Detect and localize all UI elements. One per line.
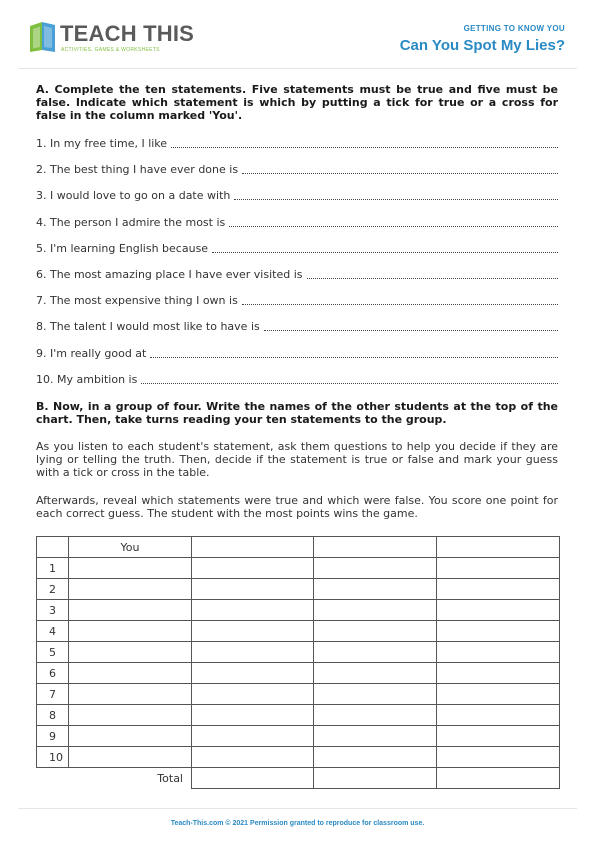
statement-line [36, 319, 558, 333]
answer-cell[interactable] [314, 684, 437, 705]
row-number: 4 [37, 621, 69, 642]
statement-line [36, 293, 558, 307]
statement-text: 1. In my free time, I like [36, 137, 168, 150]
header-divider [18, 68, 577, 69]
answer-dotted-line[interactable] [307, 277, 559, 279]
answer-cell[interactable] [192, 747, 314, 768]
chart-corner-cell [37, 537, 69, 558]
table-row [37, 600, 560, 621]
statement-text: 2. The best thing I have ever done is [36, 163, 239, 176]
answer-cell[interactable] [69, 579, 192, 600]
total-spacer [37, 768, 69, 789]
statement-line [36, 346, 558, 360]
answer-cell[interactable] [69, 558, 192, 579]
answer-cell[interactable] [314, 579, 437, 600]
statement-text: 8. The talent I would most like to have is [36, 320, 260, 333]
answer-cell[interactable] [314, 558, 437, 579]
answer-cell[interactable] [314, 726, 437, 747]
answer-dotted-line[interactable] [212, 251, 558, 253]
statement-text: 9. I'm really good at [36, 347, 147, 360]
answer-dotted-line[interactable] [242, 303, 558, 305]
section-a-instruction: A. Complete the ten statements. Five statements must be true and five must be false. Indicate which statement is which by putting a tick for true or a cross for false in the column marked 'You'. [36, 83, 558, 122]
answer-dotted-line[interactable] [264, 329, 558, 331]
total-cell[interactable] [437, 768, 560, 789]
table-row [37, 747, 560, 768]
row-number: 9 [37, 726, 69, 747]
answer-cell[interactable] [437, 558, 560, 579]
you-column-header: You [69, 537, 192, 558]
answer-cell[interactable] [437, 705, 560, 726]
section-b-paragraph-1: As you listen to each student's statement, ask them questions to help you decide if they are lying or telling the truth. Then, decide if the statement is true or false and mark your guess with a tick or cross in the table. [36, 440, 558, 479]
student-name-cell[interactable] [192, 537, 314, 558]
teach-this-logo [28, 20, 194, 60]
row-number: 3 [37, 600, 69, 621]
answer-cell[interactable] [437, 726, 560, 747]
answer-dotted-line[interactable] [242, 172, 558, 174]
logo-tagline: ACTIVITIES, GAMES & WORKSHEETS [61, 47, 160, 53]
answer-dotted-line[interactable] [234, 198, 558, 200]
table-row [37, 726, 560, 747]
row-number: 6 [37, 663, 69, 684]
table-row [37, 663, 560, 684]
answer-cell[interactable] [192, 558, 314, 579]
statement-line [36, 188, 558, 202]
table-row [37, 705, 560, 726]
answer-cell[interactable] [69, 663, 192, 684]
student-name-cell[interactable] [314, 537, 437, 558]
statement-line [36, 372, 558, 386]
table-row [37, 621, 560, 642]
answer-cell[interactable] [437, 621, 560, 642]
total-cell[interactable] [192, 768, 314, 789]
answer-cell[interactable] [437, 684, 560, 705]
answer-cell[interactable] [69, 705, 192, 726]
answer-cell[interactable] [192, 684, 314, 705]
worksheet-title: Can You Spot My Lies? [399, 37, 565, 54]
statement-text: 10. My ambition is [36, 373, 138, 386]
statement-text: 4. The person I admire the most is [36, 216, 226, 229]
footer-divider [18, 808, 577, 809]
table-row [37, 684, 560, 705]
answer-cell[interactable] [314, 663, 437, 684]
section-b-paragraph-2: Afterwards, reveal which statements were true and which were false. You score one point for each correct guess. The student with the most points wins the game. [36, 494, 558, 520]
answer-cell[interactable] [69, 621, 192, 642]
answer-cell[interactable] [437, 663, 560, 684]
chart-header-row [37, 537, 560, 558]
answer-cell[interactable] [69, 600, 192, 621]
statement-text: 6. The most amazing place I have ever visited is [36, 268, 303, 281]
total-label: Total [157, 771, 183, 785]
statement-line [36, 215, 558, 229]
statement-text: 5. I'm learning English because [36, 242, 209, 255]
total-row [37, 768, 560, 789]
answer-cell[interactable] [314, 747, 437, 768]
table-row [37, 558, 560, 579]
answer-cell[interactable] [192, 642, 314, 663]
answer-cell[interactable] [192, 579, 314, 600]
statement-line [36, 267, 558, 281]
answer-cell[interactable] [314, 705, 437, 726]
answer-cell[interactable] [192, 663, 314, 684]
row-number: 8 [37, 705, 69, 726]
answer-cell[interactable] [192, 726, 314, 747]
answer-cell[interactable] [314, 621, 437, 642]
answer-cell[interactable] [437, 600, 560, 621]
statement-line [36, 162, 558, 176]
row-number: 1 [37, 558, 69, 579]
answer-cell[interactable] [69, 747, 192, 768]
page-header [0, 0, 595, 68]
answer-cell[interactable] [437, 747, 560, 768]
logo-wordmark: TEACH THIS [60, 21, 194, 46]
student-name-cell[interactable] [437, 537, 560, 558]
answer-cell[interactable] [437, 579, 560, 600]
row-number: 2 [37, 579, 69, 600]
answer-dotted-line[interactable] [171, 146, 558, 148]
answer-cell[interactable] [314, 600, 437, 621]
total-cell[interactable] [314, 768, 437, 789]
answer-dotted-line[interactable] [150, 356, 558, 358]
answer-cell[interactable] [314, 642, 437, 663]
answer-cell[interactable] [69, 726, 192, 747]
answer-cell[interactable] [69, 684, 192, 705]
statement-line [36, 241, 558, 255]
row-number: 7 [37, 684, 69, 705]
statement-line [36, 136, 558, 150]
table-row [37, 642, 560, 663]
worksheet-category: GETTING TO KNOW YOU [463, 24, 565, 33]
table-row [37, 579, 560, 600]
score-chart [36, 536, 560, 789]
copyright-footer: Teach-This.com © 2021 Permission granted to reproduce for classroom use. [170, 820, 425, 827]
statement-text: 3. I would love to go on a date with [36, 189, 231, 202]
answer-cell[interactable] [437, 642, 560, 663]
row-number: 10 [37, 747, 69, 768]
answer-cell[interactable] [69, 642, 192, 663]
answer-cell[interactable] [192, 621, 314, 642]
row-number: 5 [37, 642, 69, 663]
answer-cell[interactable] [192, 600, 314, 621]
statement-text: 7. The most expensive thing I own is [36, 294, 238, 307]
book-logo-icon [28, 20, 58, 54]
section-b-instruction: B. Now, in a group of four. Write the names of the other students at the top of the chart. Then, take turns reading your ten statements to the group. [36, 400, 558, 426]
answer-dotted-line[interactable] [141, 382, 558, 384]
answer-cell[interactable] [192, 705, 314, 726]
answer-dotted-line[interactable] [229, 225, 558, 227]
